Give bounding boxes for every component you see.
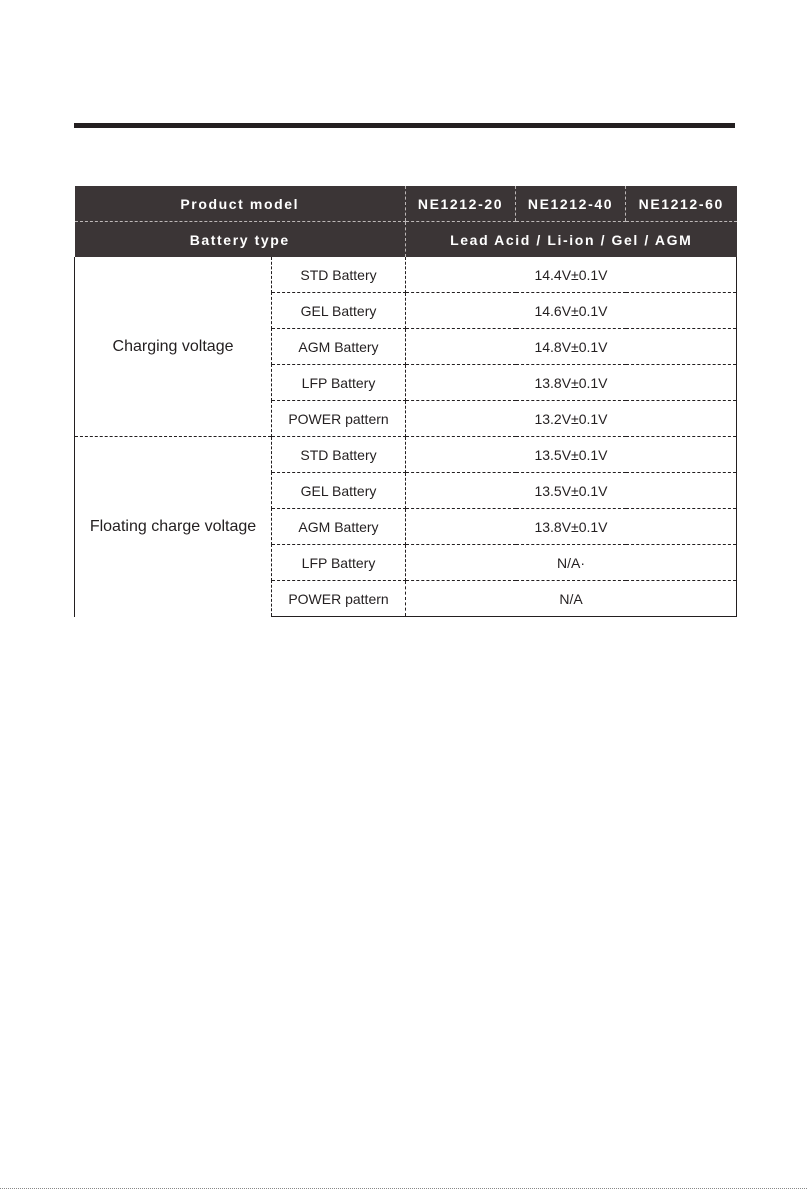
voltage-value-cell: 13.8V±0.1V bbox=[406, 365, 737, 401]
page-bottom-dotted-edge bbox=[0, 1188, 807, 1189]
battery-type-cell: STD Battery bbox=[272, 257, 406, 293]
top-divider-rule bbox=[74, 123, 735, 128]
model-ne1212-60: NE1212-60 bbox=[626, 186, 737, 222]
voltage-value-cell: N/A bbox=[406, 581, 737, 617]
battery-type-cell: AGM Battery bbox=[272, 329, 406, 365]
voltage-value-cell: 14.8V±0.1V bbox=[406, 329, 737, 365]
voltage-value-cell: 14.4V±0.1V bbox=[406, 257, 737, 293]
voltage-value-cell: 14.6V±0.1V bbox=[406, 293, 737, 329]
battery-type-value: Lead Acid / Li-ion / Gel / AGM bbox=[406, 222, 737, 258]
product-model-label: Product model bbox=[75, 186, 406, 222]
battery-type-label: Battery type bbox=[75, 222, 406, 258]
header-row-battery-type bbox=[75, 222, 737, 258]
battery-type-cell: STD Battery bbox=[272, 437, 406, 473]
spec-table bbox=[74, 186, 737, 617]
battery-type-cell: POWER pattern bbox=[272, 581, 406, 617]
battery-type-cell: GEL Battery bbox=[272, 293, 406, 329]
charging-voltage-group-label: Charging voltage bbox=[75, 257, 272, 437]
battery-type-cell: LFP Battery bbox=[272, 545, 406, 581]
voltage-value-cell: N/A· bbox=[406, 545, 737, 581]
battery-type-cell: AGM Battery bbox=[272, 509, 406, 545]
battery-type-cell: LFP Battery bbox=[272, 365, 406, 401]
header-row-product-model bbox=[75, 186, 737, 222]
battery-type-cell: GEL Battery bbox=[272, 473, 406, 509]
model-ne1212-40: NE1212-40 bbox=[516, 186, 626, 222]
voltage-value-cell: 13.5V±0.1V bbox=[406, 473, 737, 509]
table-row bbox=[75, 437, 737, 473]
battery-type-cell: POWER pattern bbox=[272, 401, 406, 437]
voltage-value-cell: 13.5V±0.1V bbox=[406, 437, 737, 473]
voltage-value-cell: 13.8V±0.1V bbox=[406, 509, 737, 545]
table-row bbox=[75, 257, 737, 293]
floating-charge-voltage-group-label: Floating charge voltage bbox=[75, 437, 272, 617]
model-ne1212-20: NE1212-20 bbox=[406, 186, 516, 222]
voltage-value-cell: 13.2V±0.1V bbox=[406, 401, 737, 437]
